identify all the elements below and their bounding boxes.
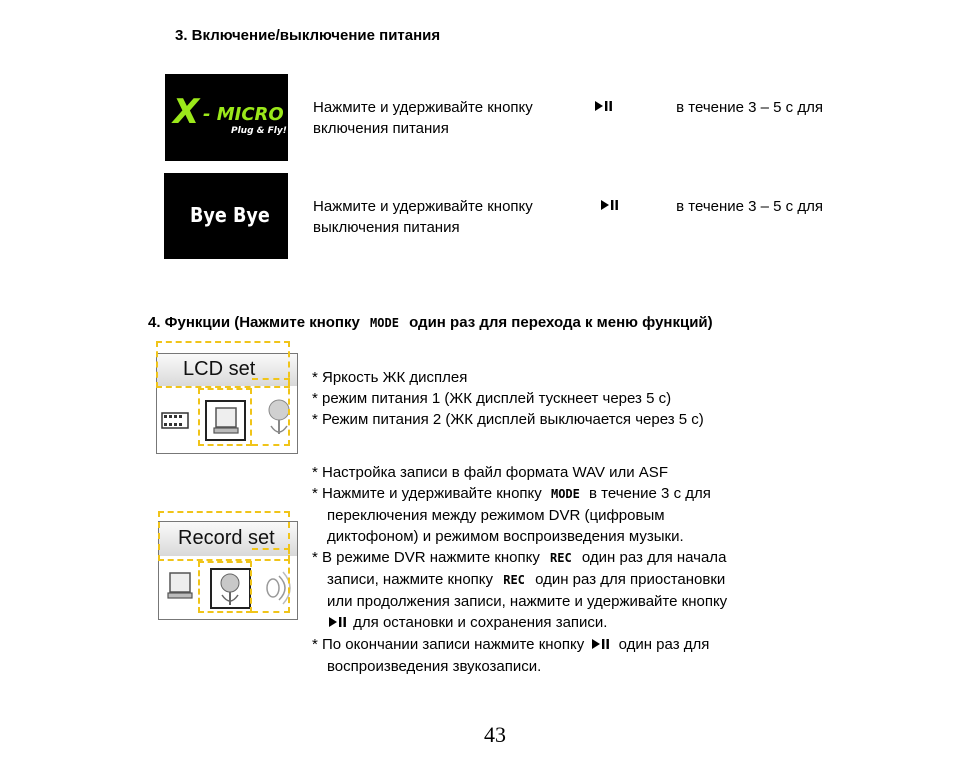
xmicro-splash-screen	[165, 74, 288, 161]
record-bullet-4-pre: * По окончании записи нажмите кнопку	[312, 636, 585, 653]
rec-key-label: REC	[503, 573, 525, 587]
play-pause-icon	[593, 97, 615, 118]
record-bullet-3-line2-pre: записи, нажмите кнопку	[327, 571, 494, 588]
record-set-label: Record set	[178, 527, 275, 549]
power-on-line1-pre: Нажмите и удерживайте кнопку	[313, 99, 533, 116]
xmicro-logo-x: X	[173, 92, 200, 132]
power-off-line1-post: в течение 3 – 5 с для	[676, 198, 823, 215]
mode-key-label: MODE	[550, 487, 580, 501]
mode-key-label: MODE	[370, 316, 399, 330]
bye-bye-screen	[164, 173, 288, 259]
record-bullet-3-line4	[312, 612, 727, 634]
record-icon-highlight-frame	[198, 561, 252, 613]
play-pause-icon	[327, 613, 349, 634]
lcd-right-highlight-frame	[252, 378, 290, 446]
record-bullet-3-line2-post: один раз для приостановки	[535, 571, 726, 588]
record-right-highlight-frame	[252, 548, 290, 613]
lcd-bullet-3: * Режим питания 2 (ЖК дисплей выключается через 5 с)	[312, 411, 704, 428]
record-bullet-4-post: один раз для	[618, 636, 710, 653]
xmicro-tagline: Plug & Fly!	[231, 126, 287, 136]
record-bullet-3-post: один раз для начала	[581, 549, 727, 566]
record-bullets	[312, 462, 727, 677]
lcd-bullet-1: * Яркость ЖК дисплея	[312, 369, 468, 386]
record-bullet-2-pre: * Нажмите и удерживайте кнопку	[312, 485, 542, 502]
play-pause-icon	[599, 196, 621, 217]
page-number: 43	[484, 722, 506, 747]
film-icon	[161, 410, 189, 437]
record-bullet-2-line3: диктофоном) и режимом воспроизведения музыки.	[327, 528, 684, 545]
lcd-set-label: LCD set	[183, 358, 256, 380]
record-bullet-2-post: в течение 3 с для	[589, 485, 711, 502]
record-bullet-1: * Настройка записи в файл формата WAV или ASF	[312, 464, 668, 481]
record-bullet-4-line2: воспроизведения звукозаписи.	[327, 658, 542, 675]
record-bullet-3-line2	[312, 569, 727, 591]
power-off-line1-pre: Нажмите и удерживайте кнопку	[313, 198, 533, 215]
lcd-icon-highlight-frame	[198, 388, 252, 446]
record-bullet-2	[312, 483, 727, 505]
power-on-text	[313, 97, 823, 139]
power-off-text	[313, 196, 823, 238]
section-4-heading-pre: 4. Функции (Нажмите кнопку	[148, 314, 360, 331]
section-4-heading-post: один раз для перехода к меню функций)	[409, 314, 713, 331]
monitor-icon	[167, 572, 193, 605]
record-bullet-2-line2: переключения между режимом DVR (цифровым	[327, 507, 665, 524]
record-bullet-3-line3: или продолжения записи, нажмите и удерживайте кнопку	[327, 593, 728, 610]
rec-key-label: REC	[550, 551, 572, 565]
record-bullet-3	[312, 547, 727, 569]
power-on-line1-post: в течение 3 – 5 с для	[676, 99, 823, 116]
power-on-line2: включения питания	[313, 120, 449, 137]
record-bullet-4	[312, 634, 727, 656]
play-pause-icon	[590, 635, 612, 656]
lcd-bullet-2: * режим питания 1 (ЖК дисплей тускнеет через 5 с)	[312, 390, 672, 407]
lcd-bullets	[312, 367, 704, 430]
xmicro-logo-text: - MICRO	[203, 104, 284, 125]
section-3-heading: 3. Включение/выключение питания	[175, 27, 441, 44]
bye-bye-text: Bye Bye	[190, 203, 270, 227]
power-off-line2: выключения питания	[313, 219, 460, 236]
record-bullet-3-pre: * В режиме DVR нажмите кнопку	[312, 549, 540, 566]
record-bullet-3-line4-text: для остановки и сохранения записи.	[353, 614, 608, 631]
section-4-heading	[148, 314, 713, 331]
